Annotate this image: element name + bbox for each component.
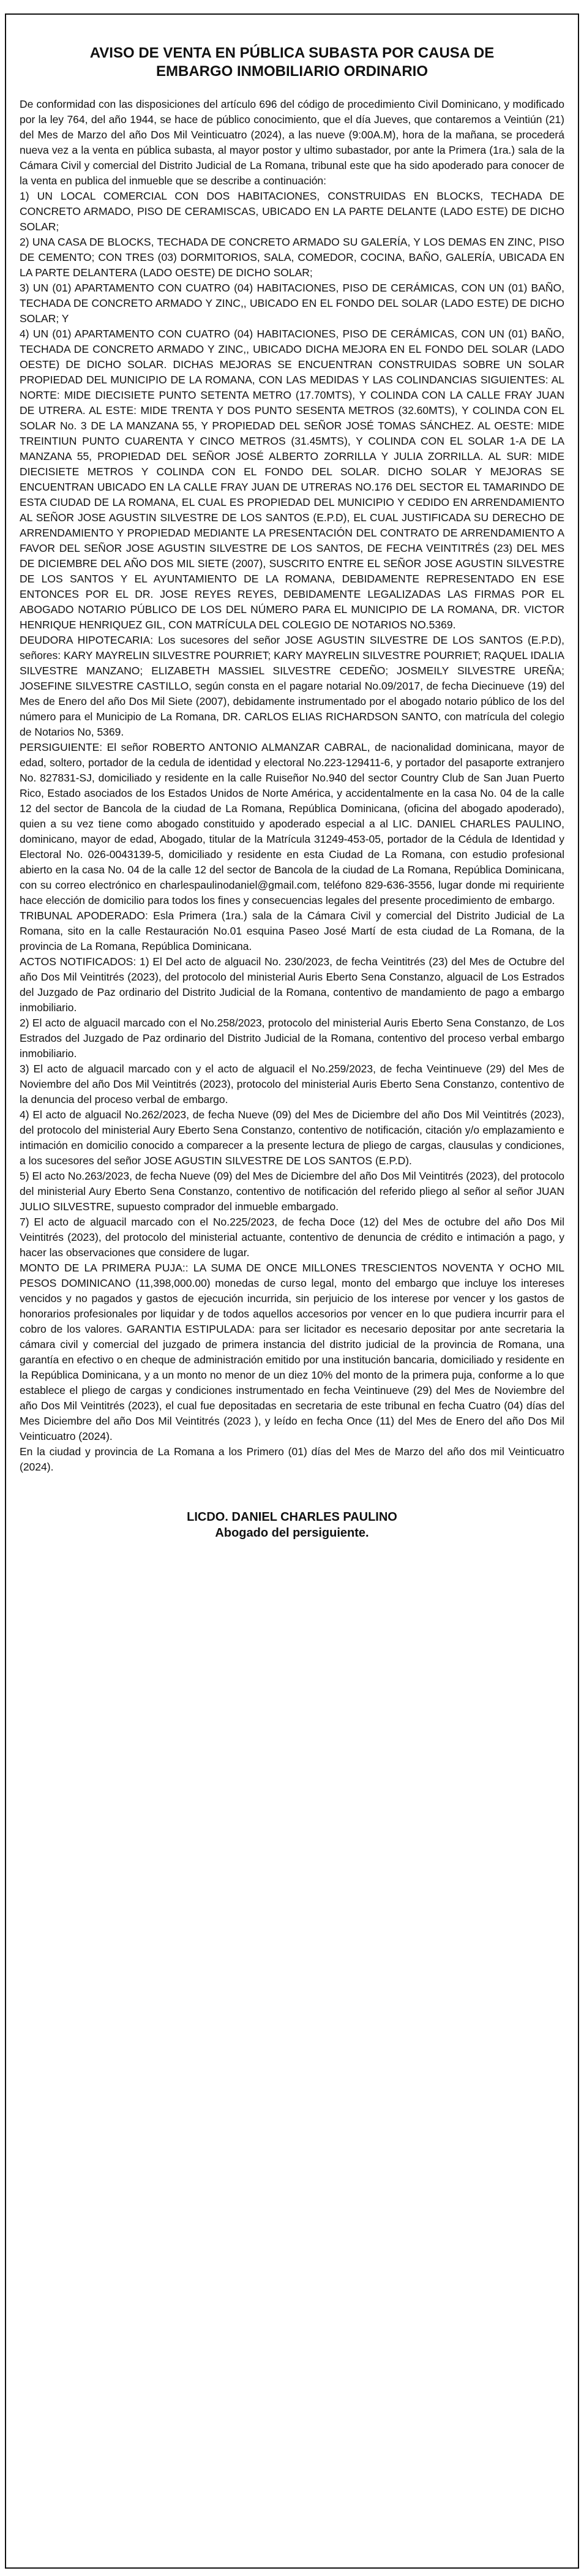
signature-name: LICDO. DANIEL CHARLES PAULINO <box>187 1510 397 1524</box>
acts-paragraph-2: 2) El acto de alguacil marcado con el No.258/2023, protocolo del ministerial Auris Eberto Sena Constanzo, de Los Estrados del Juzgado de Paz ordinario del Distrito Judicial de la Romana, contentivo del proceso verbal embargo inmobiliario. <box>20 1017 564 1060</box>
acts-paragraph-4: 4) El acto de alguacil No.262/2023, de fecha Nueve (09) del Mes de Diciembre del año Dos Mil Veintitrés (2023), del protocolo del ministerial Aury Eberto Sena Constanzo, contentivo de notificación, citación y/o emplazamiento e intimación en domicilio conocido a comparecer a la presente lectura de pliego de cargas, clausulas y condiciones, a los sucesores del señor JOSE AGUSTIN SILVESTRE DE LOS SANTOS (E.P.D). <box>20 1109 564 1167</box>
property-item-2: 2) UNA CASA DE BLOCKS, TECHADA DE CONCRETO ARMADO SU GALERÍA, Y LOS DEMAS EN ZINC, PISO DE CEMENTO; CON TRES (03) DORMITORIOS, SALA, COMEDOR, COCINA, BAÑO, GALERÍA, UBICADA EN LA PARTE DELANTERA (LADO OESTE) DE DICHO SOLAR; <box>20 236 564 279</box>
bid-amount-paragraph: MONTO DE LA PRIMERA PUJA:: LA SUMA DE ONCE MILLONES TRESCIENTOS NOVENTA Y OCHO MIL PESOS DOMINICANO (11,398,000.00) monedas de curso legal, monto del embargo que incluye los intereses vencidos y no pagados y gastos de ejecución incurrida, sin perjuicio de los interese por vencer y los gastos de honorarios profesionales por liquidar y de todos aquellos accesorios por vencer en lo que pudiera incurrir para el cobro de los valores. GARANTIA ESTIPULADA: para ser licitador es necesario depositar por ante secretaria la cámara civil y comercial del juzgado de primera instancia del distrito judicial de la provincia de Romana, una garantía en efectivo o en cheque de administración emitido por una institución bancaria, domiciliado y residente en la República Dominicana, y a un monto no menor de un diez 10% del monto de la primera puja, conforme a lo que establece el pliego de cargas y condiciones instrumentado en fecha Veintinueve (29) del Mes de Noviembre del año Dos Mil Veintitrés (2023), el cual fue depositadas en secretaria de este tribunal en fecha Cuatro (04) días del Mes Diciembre del año Dos Mil Veintitrés (2023 ), y leído en fecha Once (11) del Mes de Enero del año Dos Mil Veinticuatro (2024). <box>20 1262 564 1442</box>
property-item-4: 4) UN (01) APARTAMENTO CON CUATRO (04) HABITACIONES, PISO DE CERÁMICAS, CON UN (01) BAÑO, TECHADA DE CONCRETO ARMADO Y ZINC,, UBICADO DICHA MEJORA EN EL FONDO DEL SOLAR (LADO OESTE) DE DICHO SOLAR. DICHAS MEJORAS SE ENCUENTRAN CONSTRUIDAS SOBRE UN SOLAR PROPIEDAD DEL MUNICIPIO DE LA ROMANA, CON LAS MEDIDAS Y LAS COLINDANCIAS SIGUIENTES: AL NORTE: MIDE DIECISIETE PUNTO SETENTA METRO (17.70MTS), Y COLINDA CON LA CALLE FRAY JUAN DE UTRERA. AL ESTE: MIDE TRENTA Y DOS PUNTO SESENTA METROS (32.60MTS), Y COLINDA CON EL SOLAR No. 3 DE LA MANZANA 55, Y PROPIEDAD DEL SEÑOR JOSÉ TOMAS SÁNCHEZ. AL OESTE: MIDE TREINTIUN PUNTO CUARENTA Y CINCO METROS (31.45MTS), Y COLINDA CON EL SOLAR 1-A DE LA MANZANA 55, PROPIEDAD DEL SEÑOR JOSÉ ALBERTO ZORRILLA Y JULIA ZORRILLA. AL SUR: MIDE DIECISIETE METROS Y COLINDA CON EL FONDO DEL SOLAR. DICHO SOLAR Y MEJORAS SE ENCUENTRAN UBICADO EN LA CALLE FRAY JUAN DE UTRERAS NO.176 DEL SECTOR EL TAMARINDO DE ESTA CIUDAD DE LA ROMANA, EL CUAL ES PROPIEDAD DEL MUNICIPIO Y CEDIDO EN ARRENDAMIENTO AL SEÑOR JOSE AGUSTIN SILVESTRE DE LOS SANTOS (E.P.D), EL CUAL JUSTIFICADA SU DERECHO DE ARRENDAMIENTO Y PROPIEDAD MEDIANTE LA PRESENTACIÓN DEL CONTRATO DE ARRENDAMIENTO A FAVOR DEL SEÑOR JOSE AGUSTIN SILVESTRE DE LOS SANTOS, DE FECHA VEINTITRÉS (23) DEL MES DE DICIEMBRE DEL AÑO DOS MIL SIETE (2007), SUSCRITO ENTRE EL SEÑOR JOSE AGUSTIN SILVESTRE DE LOS SANTOS Y EL AYUNTAMIENTO DE LA ROMANA, DEBIDAMENTE REPRESENTADO EN ESE ENTONCES POR EL DR. JOSE REYES REYES, DEBIDAMENTE LEGALIZADAS LAS FIRMAS POR EL ABOGADO NOTARIO PÚBLICO DE LOS DEL NÚMERO PARA EL MUNICIPIO DE LA ROMANA, DR. VICTOR HENRIQUE HENRIQUEZ GIL, CON MATRÍCULA DEL COLEGIO DE NOTARIOS NO.5369. <box>20 328 564 631</box>
notice-border <box>5 13 579 2569</box>
court-paragraph: TRIBUNAL APODERADO: Esla Primera (1ra.) sala de la Cámara Civil y comercial del Distrito Judicial de La Romana, sito en la calle Restauración No.01 esquina Paseo José Martí de esta ciudad de La Romana, de la provincia de La Romana, República Dominicana. <box>20 910 564 952</box>
property-item-3: 3) UN (01) APARTAMENTO CON CUATRO (04) HABITACIONES, PISO DE CERÁMICAS, CON UN (01) BAÑO, TECHADA DE CONCRETO ARMADO Y ZINC,, UBICADO EN EL FONDO DEL SOLAR (LADO ESTE) DE DICHO SOLAR; Y <box>20 282 564 325</box>
acts-paragraph-5: 5) El acto No.263/2023, de fecha Nueve (09) del Mes de Diciembre del año Dos Mil Veintitrés (2023), del protocolo del ministerial Aury Eberto Sena Constanzo, contentivo de notificación del referido pliego al señor al señor JUAN JULIO SILVESTRE, supuesto comprador del inmueble embargado. <box>20 1170 564 1213</box>
signature-block <box>20 1509 564 1541</box>
debtor-paragraph: DEUDORA HIPOTECARIA: Los sucesores del señor JOSE AGUSTIN SILVESTRE DE LOS SANTOS (E.P.D), señores: KARY MAYRELIN SILVESTRE POURRIET; KARY MAYRELIN SILVESTRE POURRIET; RAQUEL IDALIA SILVESTRE MANZANO; ELIZABETH MASSIEL SILVESTRE CEDEÑO; JOSMEILY SILVESTRE UREÑA; JOSEFINE SILVESTRE CASTILLO, según consta en el pagare notarial No.09/2017, de fecha Diecinueve (19) del Mes de Enero del año Dos Mil Siete (2007), debidamente instrumentado por el abogado notario público de los del número para el Municipio de La Romana, DR. CARLOS ELIAS RICHARDSON SANTO, con matrícula del colegio de Notarios No, 5369. <box>20 634 564 738</box>
notice-content <box>6 15 578 1541</box>
acts-paragraph-1: ACTOS NOTIFICADOS: 1) El Del acto de alguacil No. 230/2023, de fecha Veintitrés (23) del Mes de Octubre del año Dos Mil Veintitrés (2023), del protocolo del ministerial Auris Eberto Sena Constanzo, alguacil de Los Estrados del Juzgado de Paz ordinario del Distrito Judicial de la Romana, contentivo de mandamiento de pago a embargo inmobiliario. <box>20 955 564 1014</box>
property-item-1: 1) UN LOCAL COMERCIAL CON DOS HABITACIONES, CONSTRUIDAS EN BLOCKS, TECHADA DE CONCRETO ARMADO, PISO DE CERAMISCAS, UBICADO EN LA PARTE DELANTE (LADO ESTE) DE DICHO SOLAR; <box>20 190 564 233</box>
closing-paragraph: En la ciudad y provincia de La Romana a los Primero (01) días del Mes de Marzo del año dos mil Veinticuatro (2024). <box>20 1445 564 1473</box>
notice-title <box>20 44 564 81</box>
title-line-1: AVISO DE VENTA EN PÚBLICA SUBASTA POR CAUSA DE <box>89 45 495 61</box>
signature-role: Abogado del persiguiente. <box>215 1526 369 1540</box>
intro-paragraph: De conformidad con las disposiciones del artículo 696 del código de procedimiento Civil Dominicano, y modificado por la ley 764, del año 1944, se hace de público conocimiento, que el día Jueves, que contaremos a Veintiún (21) del Mes de Marzo del año Dos Mil Veinticuatro (2024), a las nueve (9:00A.M), hora de la mañana, se procederá nueva vez a la venta en pública subasta, al mayor postor y ultimo subastador, por ante la Primera (1ra.) sala de la Cámara Civil y comercial del Distrito Judicial de La Romana, tribunal este que ha sido apoderado para conocer de la venta en publica del inmueble que se describe a continuación: <box>20 98 564 187</box>
acts-paragraph-3: 3) El acto de alguacil marcado con y el acto de alguacil el No.259/2023, de fecha Veintinueve (29) del Mes de Noviembre del año Dos Mil Veintitrés (2023), protocolo del ministerial Auris Eberto Sena Constanzo, contentivo de la denuncia del proceso verbal de embargo. <box>20 1063 564 1105</box>
notice-body <box>20 97 564 1475</box>
title-line-2: EMBARGO INMOBILIARIO ORDINARIO <box>156 63 428 80</box>
acts-paragraph-7: 7) El acto de alguacil marcado con el No.225/2023, de fecha Doce (12) del Mes de octubre del año Dos Mil Veintitrés (2023), del protocolo del ministerial actuante, contentivo de denuncia de crédito e intimación a pago, y hacer las observaciones que considere de lugar. <box>20 1216 564 1259</box>
creditor-paragraph: PERSIGUIENTE: El señor ROBERTO ANTONIO ALMANZAR CABRAL, de nacionalidad dominicana, mayor de edad, soltero, portador de la cedula de identidad y electoral No.223-129411-6, y portador del pasaporte extranjero No. 827831-SJ, domiciliado y residente en la calle Ruiseñor No.940 del sector Country Club de San Juan Puerto Rico, Estado asociados de los Estados Unidos de Norte América, y accidentalmente en la casa No. 04 de la calle 12 del sector de Bancola de la ciudad de La Romana, República Dominicana, (oficina del abogado apoderado), quien a su vez tiene como abogado constituido y apoderado especial a al LIC. DANIEL CHARLES PAULINO, dominicano, mayor de edad, Abogado, titular de la Matrícula 31249-453-05, portador de la Cédula de Identidad y Electoral No. 026-0043139-5, domiciliado y residente en esta Ciudad de La Romana, con estudio profesional abierto en la casa No. 04 de la calle 12 del sector de Bancola de la ciudad de La Romana, República Dominicana, con su correo electrónico en charlespaulinodaniel@gmail.com, teléfono 829-636-3556, lugar donde mi requiriente hace elección de domicilio para todos los fines y consecuencias legales del presente procedimiento de embargo. <box>20 741 564 906</box>
